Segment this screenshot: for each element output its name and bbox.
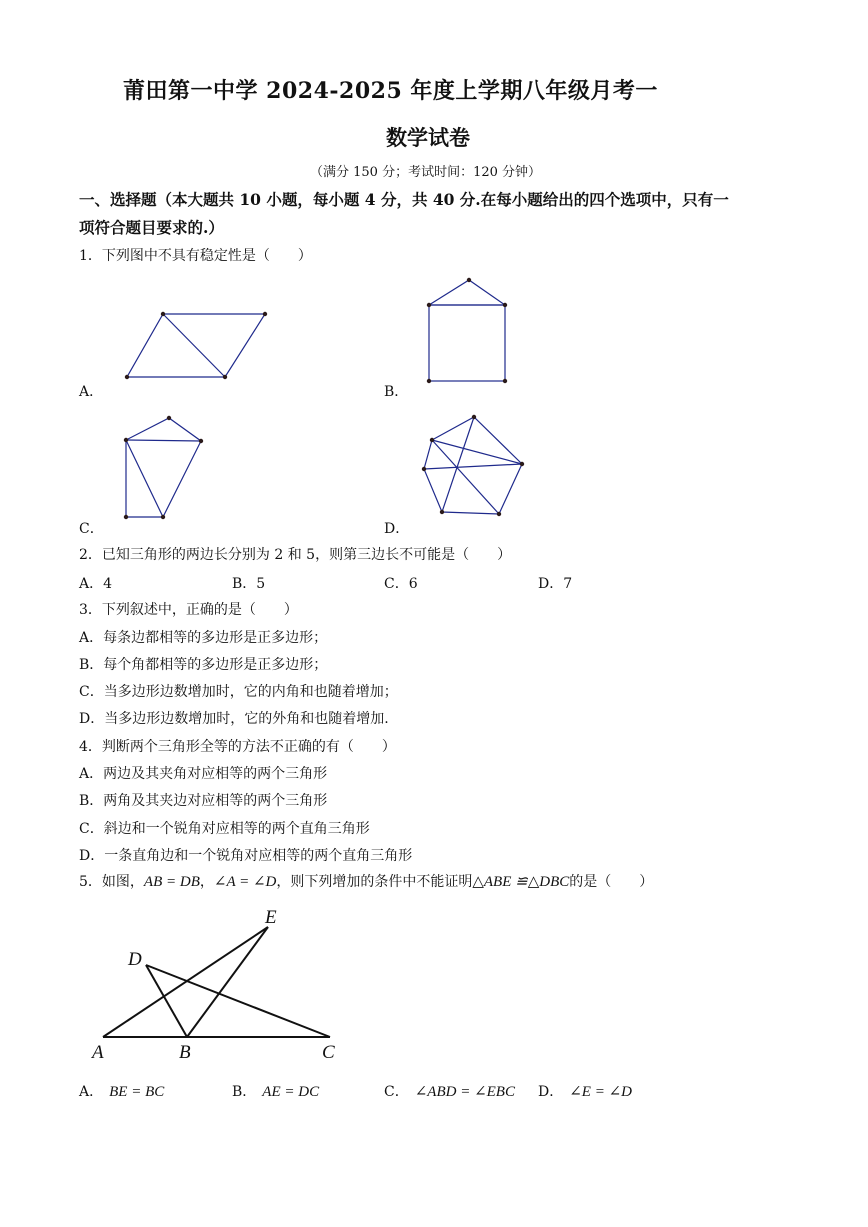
q5-condition-1: AB = DB: [143, 874, 200, 890]
q5-option-b-expr: AE = DC: [262, 1084, 320, 1100]
q1-figure-d: [415, 408, 535, 523]
q1-figure-c: [115, 410, 215, 525]
q5-stem-mid: ，则下列增加的条件中不能证明: [276, 874, 473, 890]
q5-stem-suffix: 的是（ ）: [569, 874, 654, 890]
q1-option-b: B．: [384, 384, 409, 400]
q5-option-d-expr: ∠E = ∠D: [569, 1084, 632, 1100]
q1-stem: 1．下列图中不具有稳定性是（ ）: [79, 248, 312, 264]
q3-option-b: B．每个角都相等的多边形是正多边形；: [79, 657, 328, 673]
q5-option-a-letter: A．: [79, 1084, 104, 1100]
q1-option-c: C．: [79, 521, 104, 537]
q5-label-c: C: [322, 1042, 335, 1063]
q2-option-c: C．6: [384, 576, 418, 592]
q5-claim: △ABE ≌△DBC: [472, 874, 570, 890]
q4-option-a: A．两边及其夹角对应相等的两个三角形: [79, 766, 328, 782]
q1-option-a: A．: [79, 384, 104, 400]
q2-option-a: A．4: [79, 576, 113, 592]
q5-label-e: E: [265, 907, 277, 928]
q2-stem: 2．已知三角形的两边长分别为 2 和 5，则第三边长不可能是（ ）: [79, 547, 512, 563]
q5-label-b: B: [179, 1042, 191, 1063]
q4-stem: 4．判断两个三角形全等的方法不正确的有（ ）: [79, 739, 396, 755]
q5-label-a: A: [92, 1042, 104, 1063]
q2-option-b: B．5: [232, 576, 266, 592]
q5-figure: [85, 900, 355, 1070]
q5-option-c-expr: ∠ABD = ∠EBC: [414, 1084, 515, 1100]
q5-label-d: D: [128, 949, 142, 970]
exam-subtitle: 数学试卷: [386, 125, 470, 150]
q5-stem: [79, 871, 653, 891]
q2-option-d: D．7: [538, 576, 573, 592]
q1-option-d: D．: [384, 521, 410, 537]
q5-option-b: [232, 1081, 319, 1101]
q5-option-a: [79, 1081, 164, 1101]
exam-note: （满分 150 分；考试时间：120 分钟）: [310, 165, 542, 180]
q5-condition-2: ∠A = ∠D: [213, 874, 277, 890]
exam-title: 莆田第一中学 2024-2025 年度上学期八年级月考一: [123, 78, 658, 104]
q3-option-c: C．当多边形边数增加时，它的内角和也随着增加；: [79, 684, 398, 700]
q1-figure-a: [120, 305, 280, 385]
q3-option-a: A．每条边都相等的多边形是正多边形；: [79, 630, 328, 646]
q5-option-b-letter: B．: [232, 1084, 257, 1100]
section-heading-line1: 一、选择题（本大题共 10 小题，每小题 4 分，共 40 分.在每小题给出的四个选项中，只有一: [79, 190, 729, 209]
section-heading-line2: 项符合题目要求的.）: [79, 218, 224, 237]
q4-option-b: B．两角及其夹边对应相等的两个三角形: [79, 793, 328, 809]
q5-option-d-letter: D．: [538, 1084, 564, 1100]
q5-option-a-expr: BE = BC: [109, 1084, 165, 1100]
q4-option-d: D．一条直角边和一个锐角对应相等的两个直角三角形: [79, 848, 413, 864]
q4-option-c: C．斜边和一个锐角对应相等的两个直角三角形: [79, 821, 370, 837]
q1-figure-b: [420, 275, 520, 390]
q5-option-c-letter: C．: [384, 1084, 409, 1100]
q5-option-c: [384, 1081, 515, 1101]
q3-stem: 3．下列叙述中，正确的是（ ）: [79, 602, 298, 618]
q5-option-d: [538, 1081, 632, 1101]
q3-option-d: D．当多边形边数增加时，它的外角和也随着增加.: [79, 711, 389, 727]
q5-stem-prefix: 5．如图，: [79, 874, 144, 890]
q5-separator: ，: [199, 874, 214, 890]
